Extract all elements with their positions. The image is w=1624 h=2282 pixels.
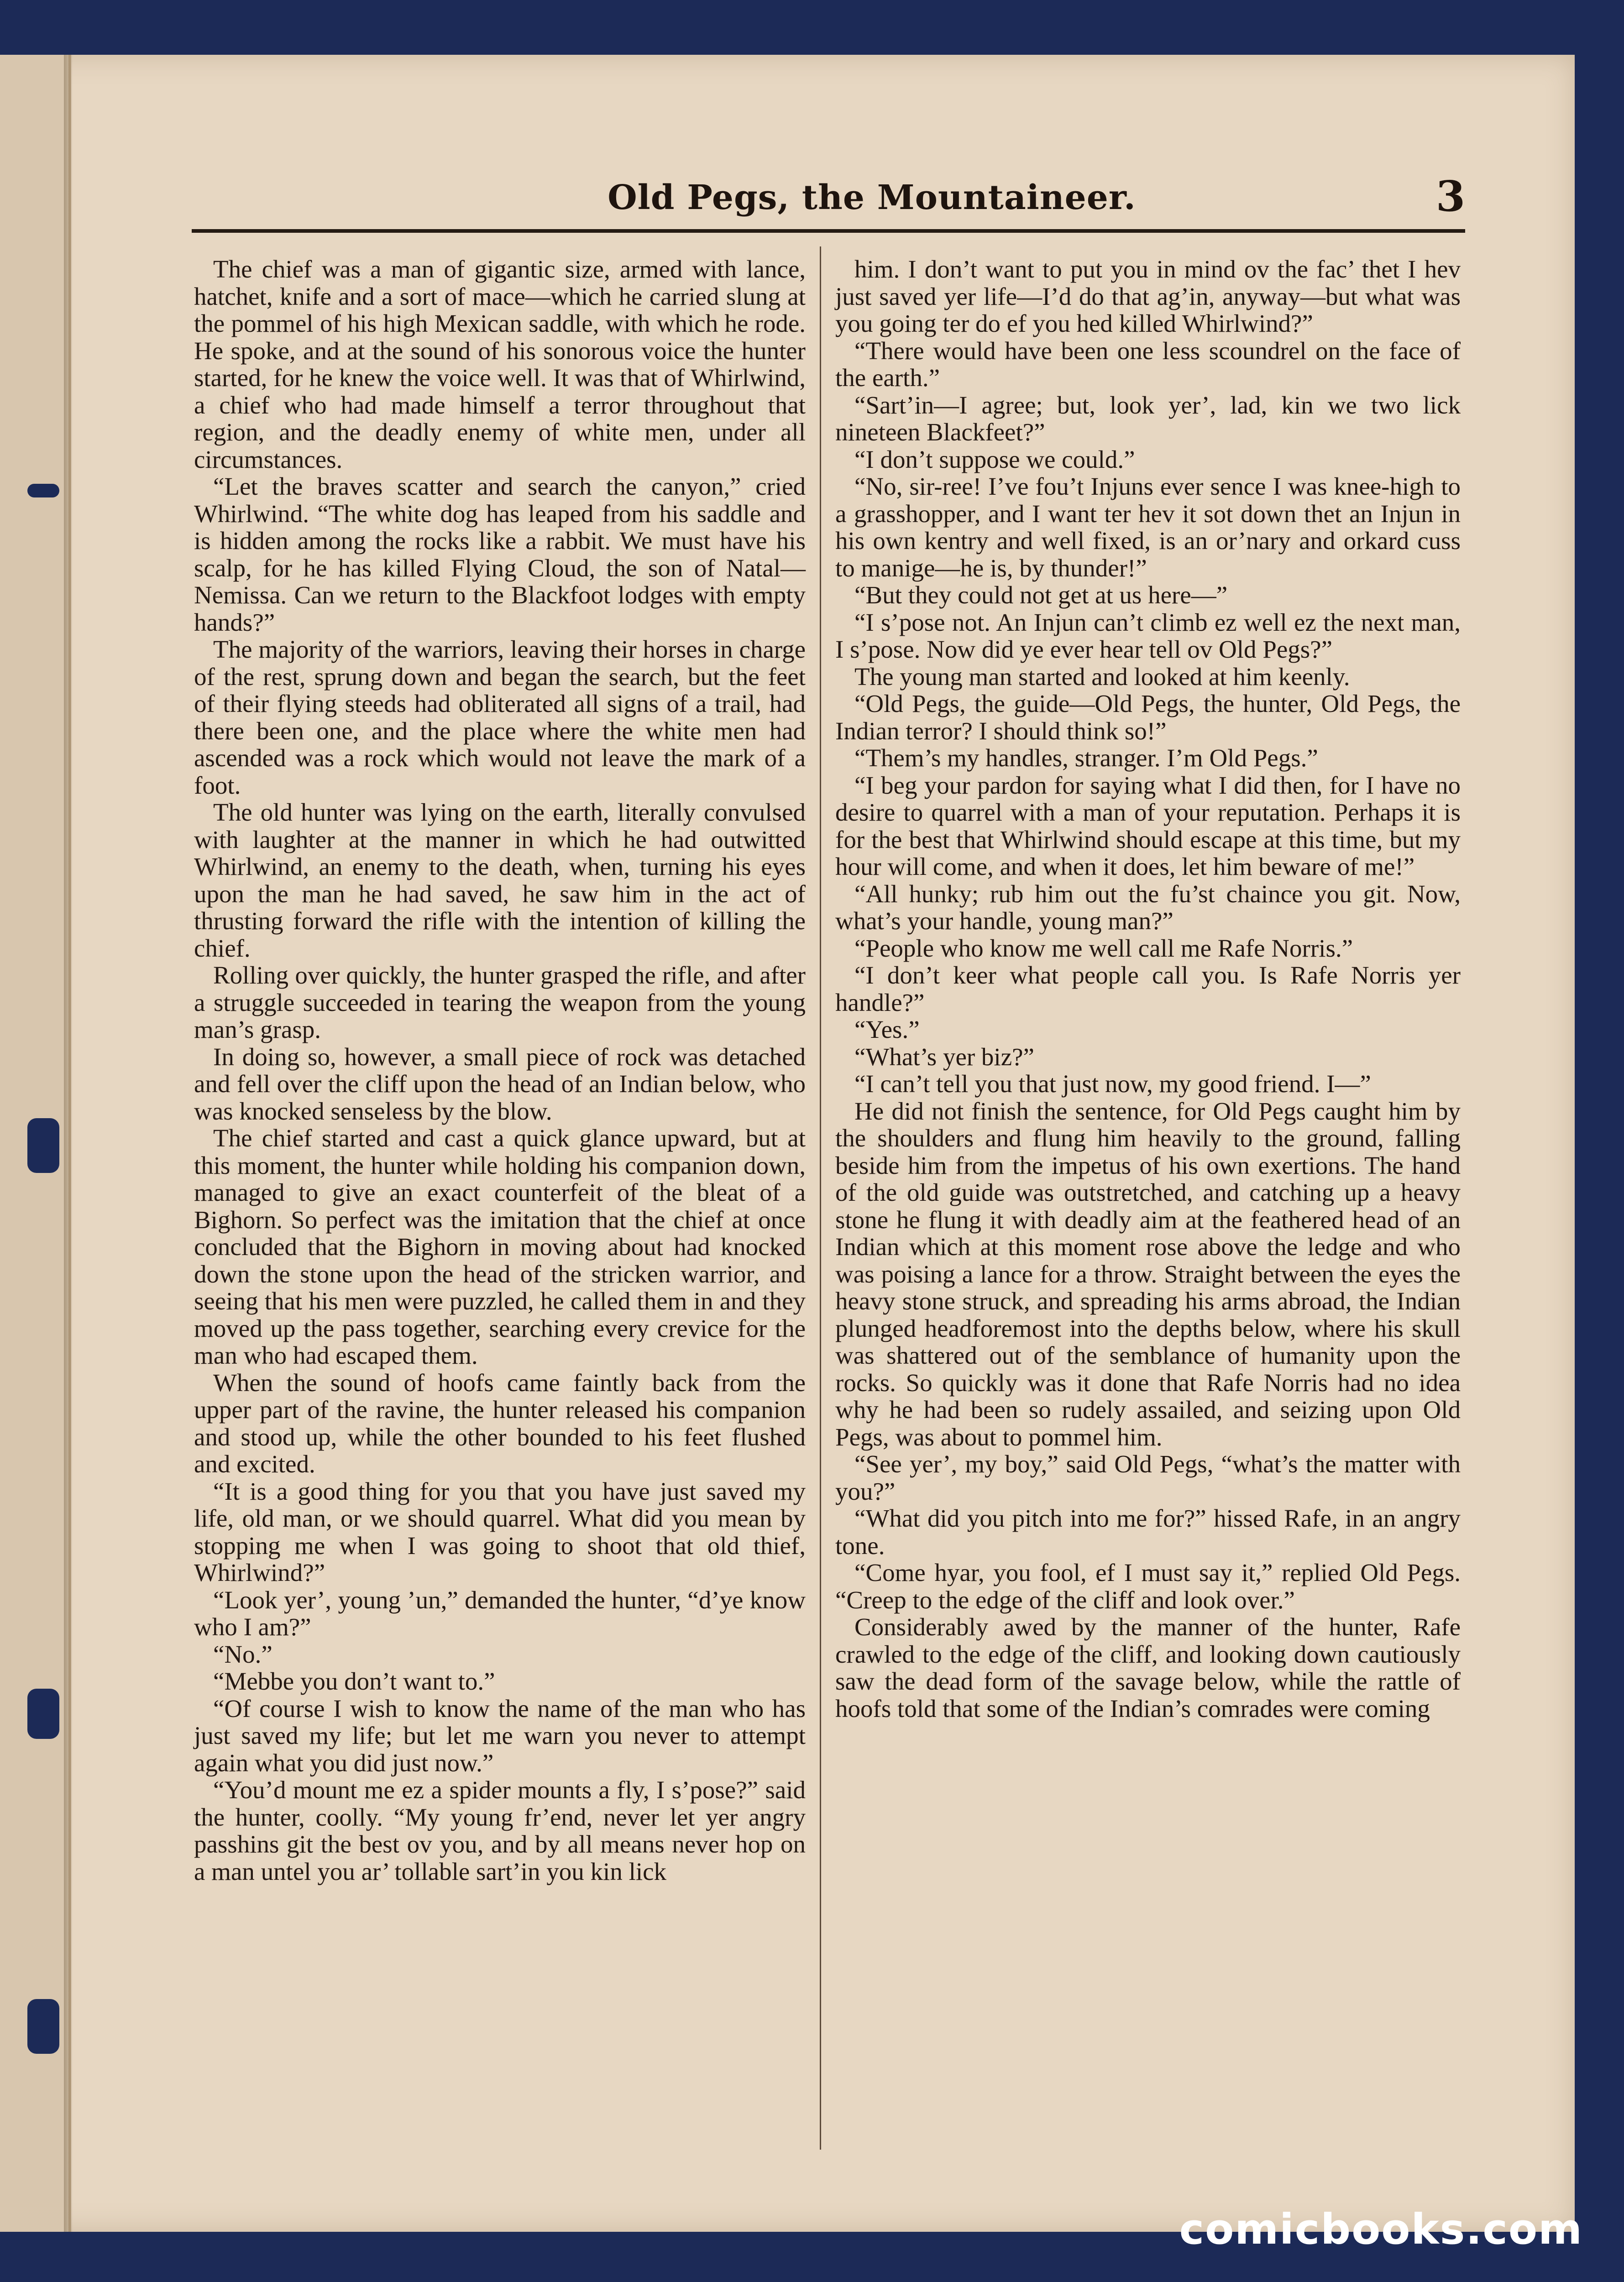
paragraph: “All hunky; rub him out the fu’st chaince you git. Now, what’s your handle, young man?” (835, 879, 1461, 935)
paragraph: “You’d mount me ez a spider mounts a fly, I s’pose?” said the hunter, coolly. “My young fr’end, never let yer angry passhins git the best ov you, and by all means never hop on a man untel you ar’ tollable sart’in you kin lick (194, 1776, 806, 1885)
paragraph: When the sound of hoofs came faintly back from the upper part of the ravine, the hunter released his companion and stood up, while the other bounded to his feet flushed and excited. (194, 1368, 806, 1478)
paragraph: The young man started and looked at him keenly. (854, 662, 1350, 691)
paragraph: The majority of the warriors, leaving their horses in charge of the rest, sprung down and began the search, but the feet of their flying steeds had obliterated all signs of a trail, had there been one, and the place where the white men had ascended was a rock which would not leave the mark of a foot. (194, 635, 806, 799)
binding-hole (27, 484, 59, 497)
paragraph: “People who know me well call me Rafe Norris.” (854, 934, 1353, 962)
header-rule (192, 229, 1465, 233)
paragraph: “I don’t keer what people call you. Is Rafe Norris yer handle?” (835, 961, 1461, 1016)
paragraph: “Mebbe you don’t want to.” (213, 1667, 495, 1695)
right-column (835, 256, 1461, 1722)
paragraph: “No, sir-ree! I’ve fou’t Injuns ever sence I was knee-high to a grasshopper, and I want ter hev it sot down thet an Injun in his own kentry and well fixed, is an or’nary and orkard cuss to manige—he is, by thunder!” (835, 472, 1461, 582)
paragraph: “I beg your pardon for saying what I did then, for I have no desire to quarrel with a man of your reputation. Perhaps it is for the best that Whirlwind should escape at this time, but my hour will come, and when it does, let him beware of me!” (835, 771, 1461, 880)
paragraph: “Them’s my handles, stranger. I’m Old Pegs.” (854, 744, 1318, 772)
paragraph: “But they could not get at us here—” (854, 581, 1228, 609)
binding-hole (27, 1689, 59, 1739)
paragraph: “See yer’, my boy,” said Old Pegs, “what’s the matter with you?” (835, 1450, 1461, 1505)
page-number: 3 (1435, 172, 1465, 221)
running-header (192, 172, 1465, 228)
paragraph: In doing so, however, a small piece of rock was detached and fell over the cliff upon the head of an Indian below, who was knocked senseless by the blow. (194, 1042, 806, 1125)
paragraph: The chief started and cast a quick glance upward, but at this moment, the hunter while holding his companion down, managed to give an exact counterfeit of the bleat of a Bighorn. So perfect was the imitation that the chief at once concluded that the Bighorn in moving about had knocked down the stone upon the head of the stricken warrior, and seeing that his men were puzzled, he called them in and they moved up the pass together, searching every crevice for the man who had escaped them. (194, 1124, 806, 1369)
page-title: Old Pegs, the Mountaineer. (608, 178, 1136, 217)
binding-hole (27, 1999, 59, 2054)
paragraph: “Of course I wish to know the name of the man who has just saved my life; but let me warn you never to attempt again what you did just now.” (194, 1694, 806, 1777)
paragraph: “It is a good thing for you that you have just saved my life, old man, or we should quarrel. What did you mean by stopping me when I was going to shoot that old thief, Whirlwind?” (194, 1477, 806, 1586)
paragraph: The chief was a man of gigantic size, armed with lance, hatchet, knife and a sort of mace—which he carried slung at the pommel of his high Mexican saddle, with which he rode. He spoke, and at the sound of his sonorous voice the hunter started, for he knew the voice well. It was that of Whirlwind, a chief who had made himself a terror throughout that region, and the deadly enemy of white men, under all circumstances. (194, 255, 806, 473)
paragraph: “There would have been one less scoundrel on the face of the earth.” (835, 336, 1461, 392)
paragraph: Considerably awed by the manner of the hunter, Rafe crawled to the edge of the cliff, and looking down cautiously saw the dead form of the savage below, while the rattle of hoofs told that some of the Indian’s comrades were coming (835, 1613, 1461, 1722)
watermark: comicbooks.com (1179, 2205, 1583, 2254)
paragraph: “I s’pose not. An Injun can’t climb ez well ez the next man, I s’pose. Now did ye ever hear tell ov Old Pegs?” (835, 608, 1461, 663)
paragraph: “Let the braves scatter and search the canyon,” cried Whirlwind. “The white dog has leaped from his saddle and is hidden among the rocks like a rabbit. We must have his scalp, for he has killed Flying Cloud, the son of Natal—Nemissa. Can we return to the Blackfoot lodges with empty hands?” (194, 472, 806, 636)
paragraph: Rolling over quickly, the hunter grasped the rifle, and after a struggle succeeded in tearing the weapon from the young man’s grasp. (194, 961, 806, 1043)
paragraph: “Look yer’, young ’un,” demanded the hunter, “d’ye know who I am?” (194, 1586, 806, 1641)
paragraph: The old hunter was lying on the earth, literally convulsed with laughter at the manner in which he had outwitted Whirlwind, an enemy to the death, when, turning his eyes upon the man he had saved, he saw him in the act of thrusting forward the rifle with the intention of killing the chief. (194, 798, 806, 962)
paragraph: him. I don’t want to put you in mind ov the fac’ thet I hev just saved yer life—I’d do that ag’in, anyway—but what was you going ter do ef you hed killed Whirlwind?” (835, 255, 1461, 337)
paragraph: “No.” (213, 1640, 272, 1668)
left-column (194, 256, 806, 1885)
column-divider (820, 246, 821, 2150)
paragraph: “Yes.” (854, 1015, 920, 1043)
paragraph: “What did you pitch into me for?” hissed Rafe, in an angry tone. (835, 1504, 1461, 1560)
paragraph: He did not finish the sentence, for Old Pegs caught him by the shoulders and flung him heavily to the ground, falling beside him from the impetus of his own exertions. The hand of the old guide was outstretched, and catching up a heavy stone he flung it with deadly aim at the feathered head of an Indian which at this moment rose above the ledge and who was poising a lance for a throw. Straight between the eyes the heavy stone struck, and spreading his arms abroad, the Indian plunged headforemost into the depths below, where his skull was shattered out of the semblance of humanity upon the rocks. So quickly was it done that Rafe Norris had no idea why he had been so rudely assailed, and seizing upon Old Pegs, was about to pommel him. (835, 1097, 1461, 1451)
paragraph: “What’s yer biz?” (854, 1042, 1034, 1071)
magazine-page (0, 55, 1575, 2232)
paragraph: “I can’t tell you that just now, my good friend. I—” (854, 1070, 1371, 1098)
paragraph: “Come hyar, you fool, ef I must say it,” replied Old Pegs. “Creep to the edge of the cliff and look over.” (835, 1559, 1461, 1614)
paragraph: “Old Pegs, the guide—Old Pegs, the hunter, Old Pegs, the Indian terror? I should think so!” (835, 690, 1461, 745)
paragraph: “Sart’in—I agree; but, look yer’, lad, kin we two lick nineteen Blackfeet?” (835, 391, 1461, 446)
binding-hole (27, 1118, 59, 1173)
paragraph: “I don’t suppose we could.” (854, 445, 1135, 473)
